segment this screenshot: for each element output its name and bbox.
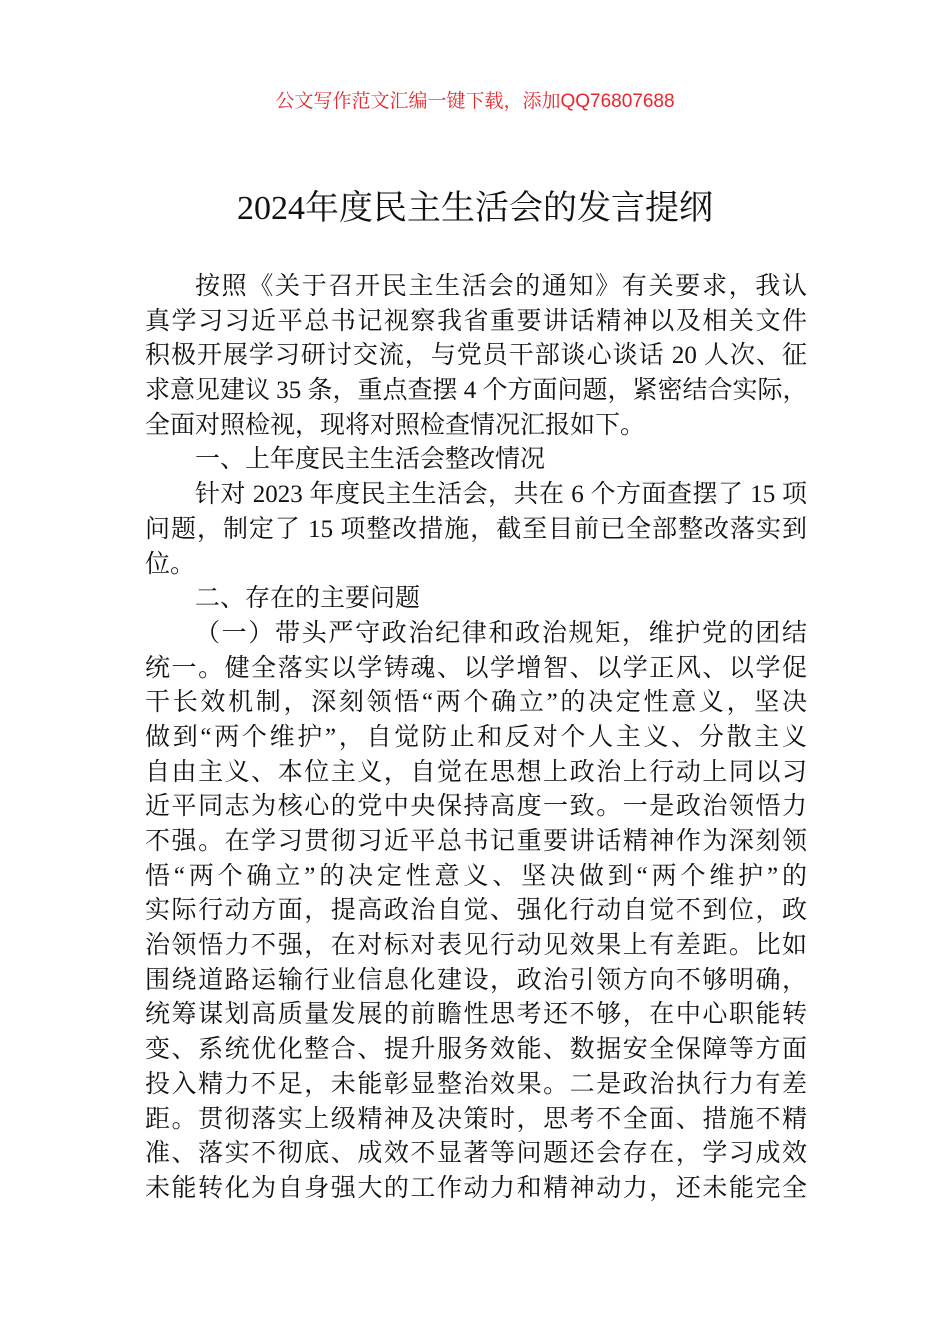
- text-line: 统一。健全落实以学铸魂、以学增智、以学正风、以学促: [145, 654, 807, 682]
- text-line: 近平同志为核心的党中央保持高度一致。一是政治领悟力: [145, 793, 807, 821]
- text-line: 统筹谋划高质量发展的前瞻性思考还不够，在中心职能转: [145, 1001, 807, 1029]
- text-line: 按照《关于召开民主生活会的通知》有关要求，我认: [195, 273, 807, 300]
- text-line: 位。: [145, 550, 196, 578]
- text-line: 投入精力不足，未能彰显整治效果。二是政治执行力有差: [145, 1070, 807, 1098]
- text-line: 求意见建议 35 条，重点查摆 4 个方面问题，紧密结合实际，: [145, 377, 808, 405]
- text-line: 不强。在学习贯彻习近平总书记重要讲话精神作为深刻领: [145, 828, 807, 855]
- text-line: 问题，制定了 15 项整改措施，截至目前已全部整改落实到: [145, 515, 807, 543]
- text-line: 积极开展学习研讨交流，与党员干部谈心谈话 20 人次、征: [145, 342, 807, 370]
- document-body: [145, 270, 807, 1207]
- text-line: 未能转化为自身强大的工作动力和精神动力，还未能完全: [145, 1174, 807, 1202]
- text-line: 自由主义、本位主义，自觉在思想上政治上行动上同以习: [145, 758, 807, 786]
- download-banner: 公文写作范文汇编一键下载，添加QQ76807688: [275, 91, 675, 112]
- text-line: 干长效机制，深刻领悟“两个确立”的决定性意义，坚决: [145, 689, 807, 717]
- text-line: 距。贯彻落实上级精神及决策时，思考不全面、措施不精: [145, 1105, 807, 1133]
- document-title: 2024年度民主生活会的发言提纲: [237, 190, 713, 227]
- text-line: 全面对照检视，现将对照检查情况汇报如下。: [145, 411, 646, 439]
- text-line: 二、存在的主要问题: [195, 585, 421, 613]
- text-line: 围绕道路运输行业信息化建设，政治引领方向不够明确，: [145, 966, 807, 994]
- text-line: 一、上年度民主生活会整改情况: [195, 446, 546, 474]
- text-line: 真学习习近平总书记视察我省重要讲话精神以及相关文件: [145, 307, 807, 335]
- text-line: 悟“两个确立”的决定性意义、坚决做到“两个维护”的: [145, 862, 807, 890]
- text-line: 变、系统优化整合、提升服务效能、数据安全保障等方面: [145, 1036, 807, 1064]
- text-line: 准、落实不彻底、成效不显著等问题还会存在，学习成效: [145, 1140, 807, 1168]
- text-line: 做到“两个维护”，自觉防止和反对个人主义、分散主义: [145, 723, 807, 751]
- text-line: 实际行动方面，提高政治自觉、强化行动自觉不到位，政: [145, 897, 807, 925]
- text-line: 针对 2023 年度民主生活会，共在 6 个方面查摆了 15 项: [195, 481, 807, 509]
- text-line: （一）带头严守政治纪律和政治规矩，维护党的团结: [195, 619, 807, 647]
- text-line: 治领悟力不强，在对标对表见行动见效果上有差距。比如: [145, 932, 807, 960]
